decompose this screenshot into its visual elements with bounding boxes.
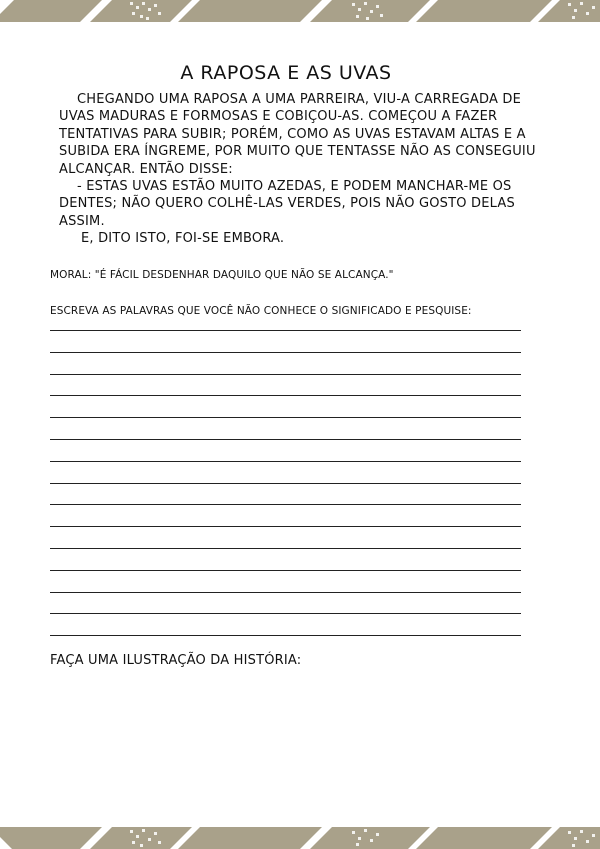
writing-line[interactable]	[50, 526, 521, 548]
writing-line[interactable]	[50, 374, 521, 396]
writing-line[interactable]	[50, 461, 521, 483]
writing-line[interactable]	[50, 570, 521, 592]
story-paragraph-3: E, DITO ISTO, FOI-SE EMBORA.	[81, 231, 285, 247]
writing-line[interactable]	[50, 417, 521, 439]
writing-line[interactable]	[50, 613, 521, 635]
writing-line[interactable]	[50, 352, 521, 374]
writing-line[interactable]	[50, 439, 521, 461]
writing-line[interactable]	[50, 330, 521, 352]
writing-line[interactable]	[50, 504, 521, 526]
writing-line[interactable]	[50, 395, 521, 417]
illustration-prompt: FAÇA UMA ILUSTRAÇÃO DA HISTÓRIA:	[50, 653, 302, 668]
writing-line[interactable]	[50, 592, 521, 614]
page-title: A RAPOSA E AS UVAS	[180, 62, 392, 84]
top-decorative-border	[0, 0, 600, 22]
story-text	[59, 91, 539, 248]
story-paragraph-1: CHEGANDO UMA RAPOSA A UMA PARREIRA, VIU-A CARREGADA DE UVAS MADURAS E FORMOSAS E COBIÇOU-AS. COMEÇOU A FAZER TENTATIVAS PARA SUBIR; PORÉM, COMO AS UVAS ESTAVAM ALTAS E A SUBIDA ERA ÍNGREME, POR MUITO QUE TENTASSE NÃO AS CONSEGUIU ALCANÇAR. ENTÃO DISSE:	[59, 92, 536, 177]
moral-text: MORAL: "É FÁCIL DESDENHAR DAQUILO QUE NÃO SE ALCANÇA."	[50, 269, 394, 281]
story-paragraph-2: - ESTAS UVAS ESTÃO MUITO AZEDAS, E PODEM MANCHAR-ME OS DENTES; NÃO QUERO COLHÊ-LAS VERDES, POIS NÃO GOSTO DELAS ASSIM.	[59, 179, 515, 229]
bottom-decorative-border	[0, 827, 600, 849]
writing-line[interactable]	[50, 483, 521, 505]
writing-lines[interactable]	[50, 330, 521, 657]
vocabulary-instruction: ESCREVA AS PALAVRAS QUE VOCÊ NÃO CONHECE O SIGNIFICADO E PESQUISE:	[50, 305, 472, 317]
writing-line[interactable]	[50, 548, 521, 570]
